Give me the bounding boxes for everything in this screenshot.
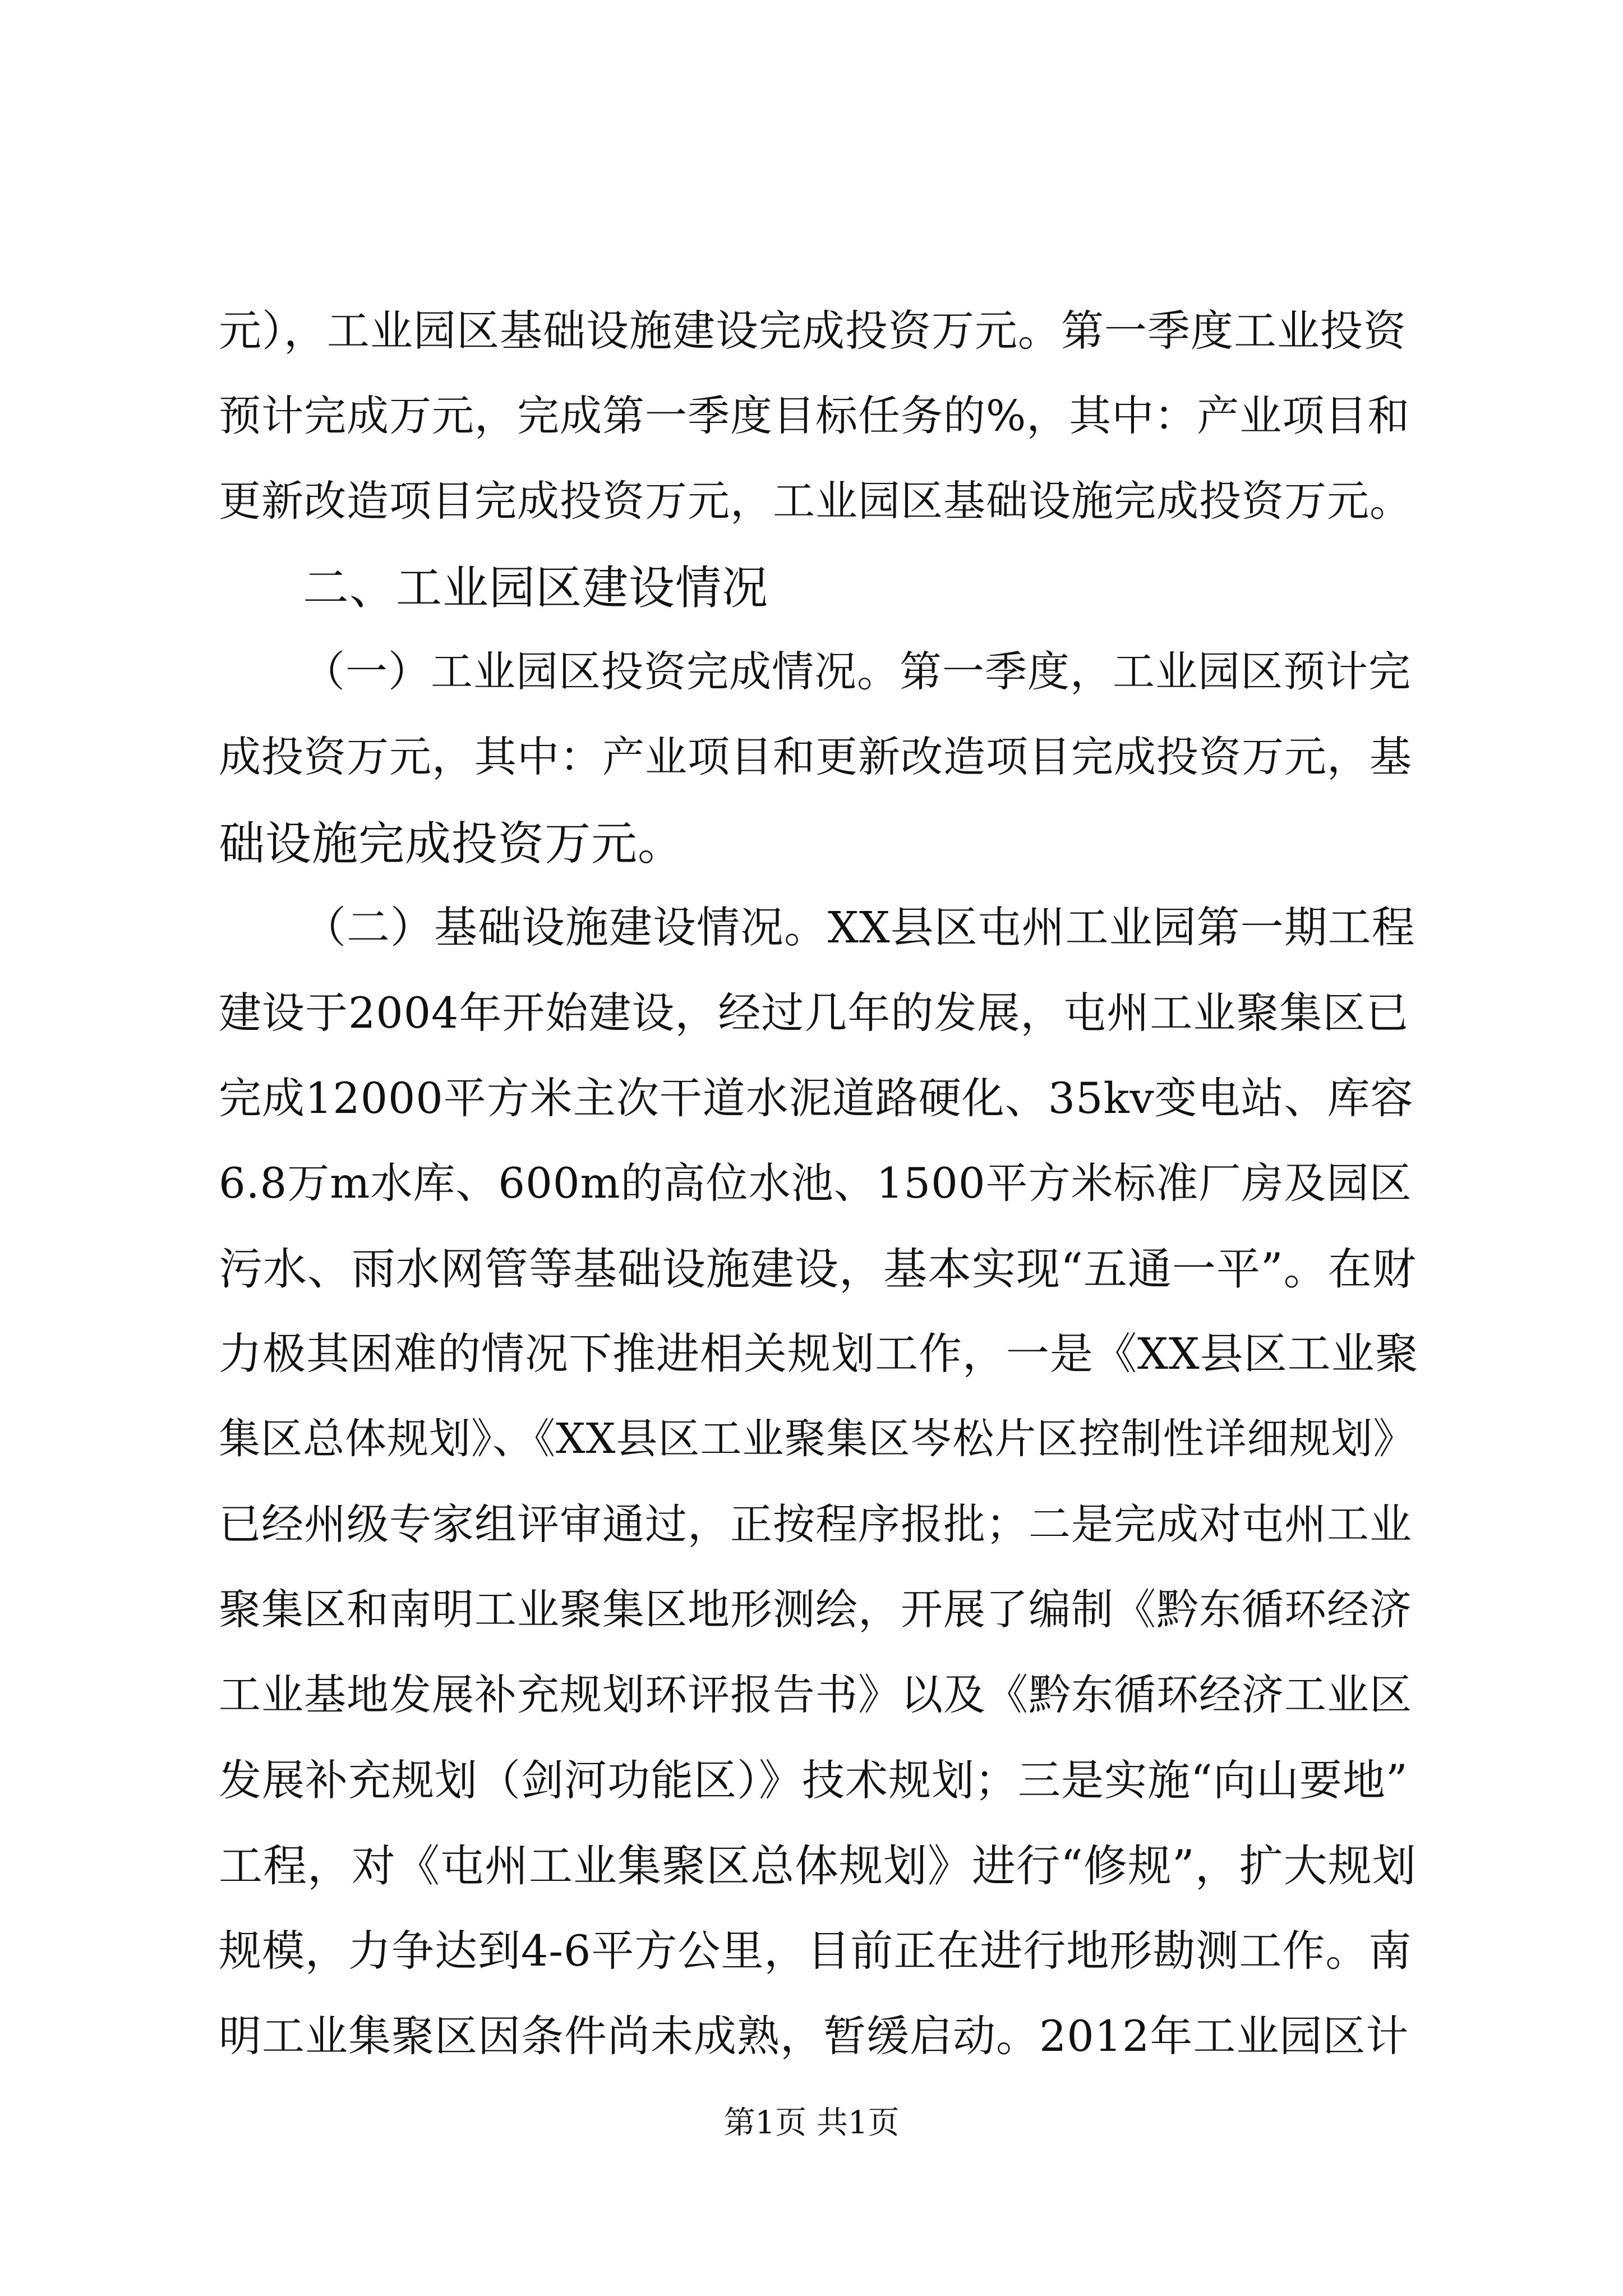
section-heading: 二、工业园区建设情况 bbox=[303, 562, 769, 615]
text-line-6: 成投资万元，其中：产业项目和更新改造项目完成投资万元，基 bbox=[219, 732, 1413, 781]
text-line-17: 工业基地发展补充规划环评报告书》以及《黔东循环经济工业区 bbox=[219, 1670, 1413, 1719]
text-line-20: 规模，力争达到4-6平方公里，目前正在进行地形勘测工作。南 bbox=[219, 1926, 1412, 1976]
text-line-3: 更新改造项目完成投资万元，工业园区基础设施完成投资万元。 bbox=[219, 476, 1413, 526]
text-line-13: 力极其困难的情况下推进相关规划工作，一是《XX县区工业聚 bbox=[219, 1329, 1419, 1379]
text-line-18: 发展补充规划（剑河功能区）》技术规划；三是实施“向山要地” bbox=[219, 1755, 1408, 1805]
text-line-5: （一）工业园区投资完成情况。第一季度，工业园区预计完 bbox=[303, 647, 1412, 696]
text-line-2: 预计完成万元，完成第一季度目标任务的%，其中：产业项目和 bbox=[219, 391, 1410, 440]
text-line-19: 工程，对《屯州工业集聚区总体规划》进行“修规”，扩大规划 bbox=[219, 1841, 1417, 1892]
text-line-10: 完成12000平方米主次干道水泥道路硬化、35kv变电站、库容 bbox=[219, 1073, 1414, 1123]
text-line-14: 集区总体规划》、《XX县区工业聚集区岑松片区控制性详细规划》 bbox=[219, 1415, 1415, 1463]
text-line-21: 明工业集聚区因条件尚未成熟，暂缓启动。2012年工业园区计 bbox=[219, 2011, 1409, 2061]
text-line-11: 6.8万m水库、600m的高位水池、1500平方米标准厂房及园区 bbox=[219, 1158, 1412, 1208]
page-footer: 第1页 共1页 bbox=[723, 2105, 900, 2141]
text-line-7: 础设施完成投资万元。 bbox=[219, 817, 685, 871]
text-line-15: 已经州级专家组评审通过，正按程序报批；二是完成对屯州工业 bbox=[219, 1499, 1413, 1549]
text-line-16: 聚集区和南明工业聚集区地形测绘，开展了编制《黔东循环经济 bbox=[219, 1585, 1413, 1634]
text-line-9: 建设于2004年开始建设，经过几年的发展，屯州工业聚集区已 bbox=[219, 988, 1409, 1038]
text-line-1: 元），工业园区基础设施建设完成投资万元。第一季度工业投资 bbox=[219, 306, 1407, 356]
text-line-12: 污水、雨水网管等基础设施建设，基本实现“五通一平”。在财 bbox=[219, 1244, 1417, 1295]
text-line-8: （二）基础设施建设情况。XX县区屯州工业园第一期工程 bbox=[303, 903, 1415, 953]
